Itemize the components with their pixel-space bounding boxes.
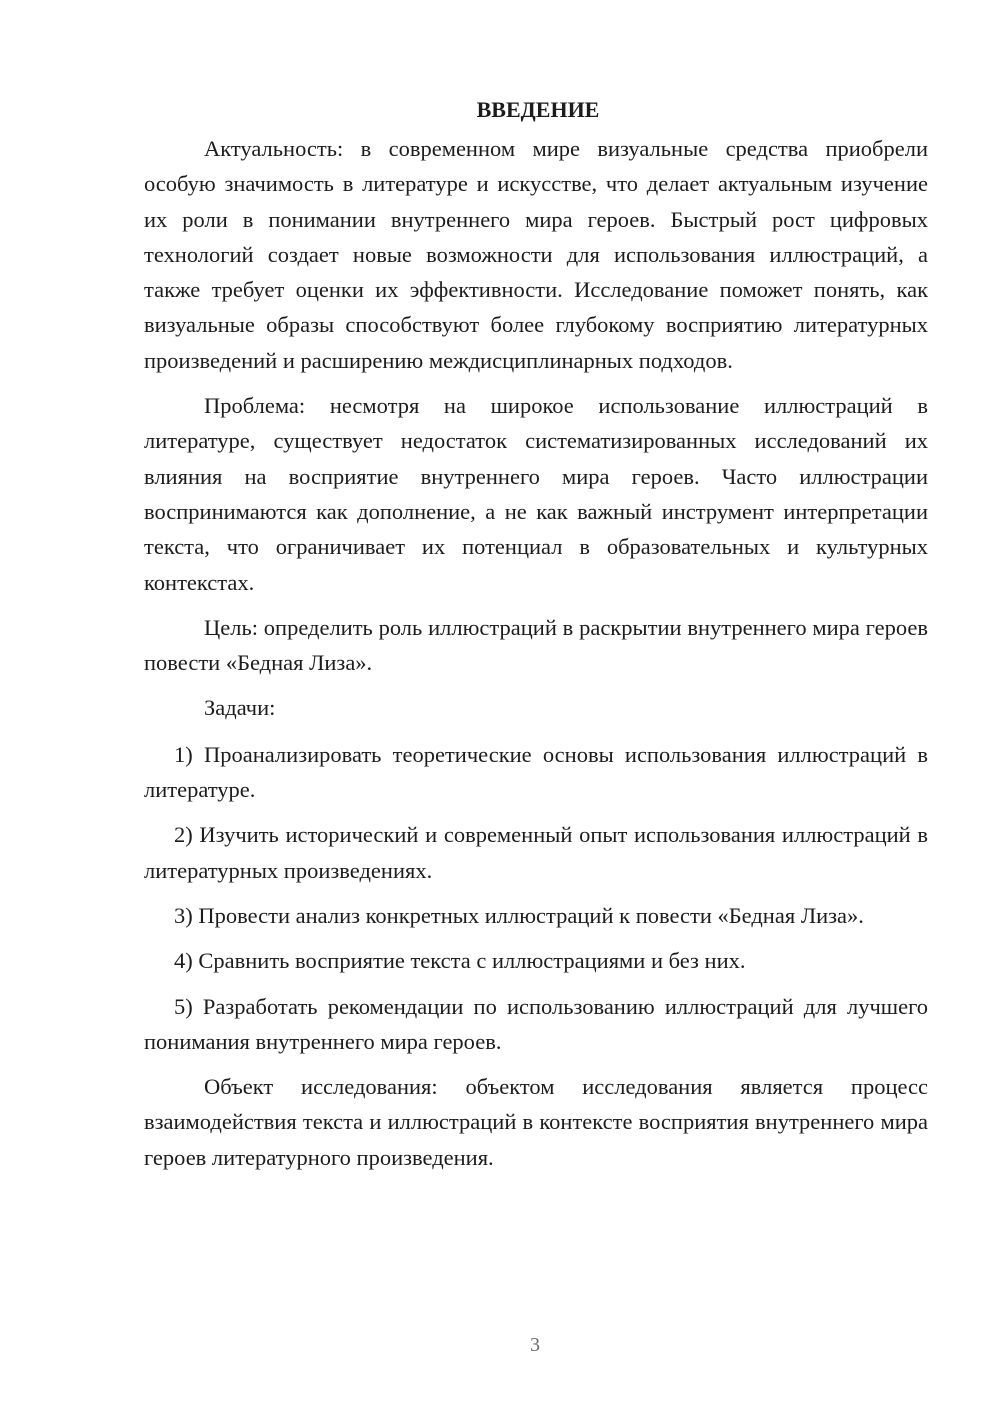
task-item-2: 2) Изучить исторический и современный опыт использования иллюстраций в литературных произведениях. — [144, 822, 928, 883]
paragraph-object: Объект исследования: объектом исследования является процесс взаимодействия текста и иллюстраций в контексте восприятия внутреннего мира героев литературного произведения. — [144, 1074, 928, 1170]
document-title: ВВЕДЕНИЕ — [476, 97, 600, 122]
task-item-3: 3) Провести анализ конкретных иллюстраций к повести «Бедная Лиза». — [174, 902, 864, 928]
paragraph-goal: Цель: определить роль иллюстраций в раскрытии внутреннего мира героев повести «Бедная Лиза». — [144, 614, 928, 676]
task-item-1: 1) Проанализировать теоретические основы использования иллюстраций в литературе. — [144, 741, 928, 803]
page-number: 3 — [530, 1334, 540, 1356]
task-item-5: 5) Разработать рекомендации по использованию иллюстраций для лучшего понимания внутреннего мира героев. — [144, 993, 928, 1054]
tasks-label: Задачи: — [204, 695, 276, 721]
paragraph-relevance: Актуальность: в современном мире визуальные средства приобрели особую значимость в литературе и искусстве, что делает актуальным изучение их роли в понимании внутреннего мира героев. Быстрый рост цифровых технологий создает новые возможности для использования иллюстраций, а также требует оценки их эффективности. Исследование поможет понять, как визуальные образы способствуют более глубокому восприятию литературных произведений и расширению междисциплинарных подходов. — [144, 136, 928, 373]
paragraph-problem: Проблема: несмотря на широкое использование иллюстраций в литературе, существует недостаток систематизированных исследований их влияния на восприятие внутреннего мира героев. Часто иллюстрации воспринимаются как дополнение, а не как важный инструмент интерпретации текста, что ограничивает их потенциал в образовательных и культурных контекстах. — [144, 393, 928, 595]
task-item-4: 4) Сравнить восприятие текста с иллюстрациями и без них. — [174, 948, 746, 974]
document-page — [144, 92, 928, 1185]
